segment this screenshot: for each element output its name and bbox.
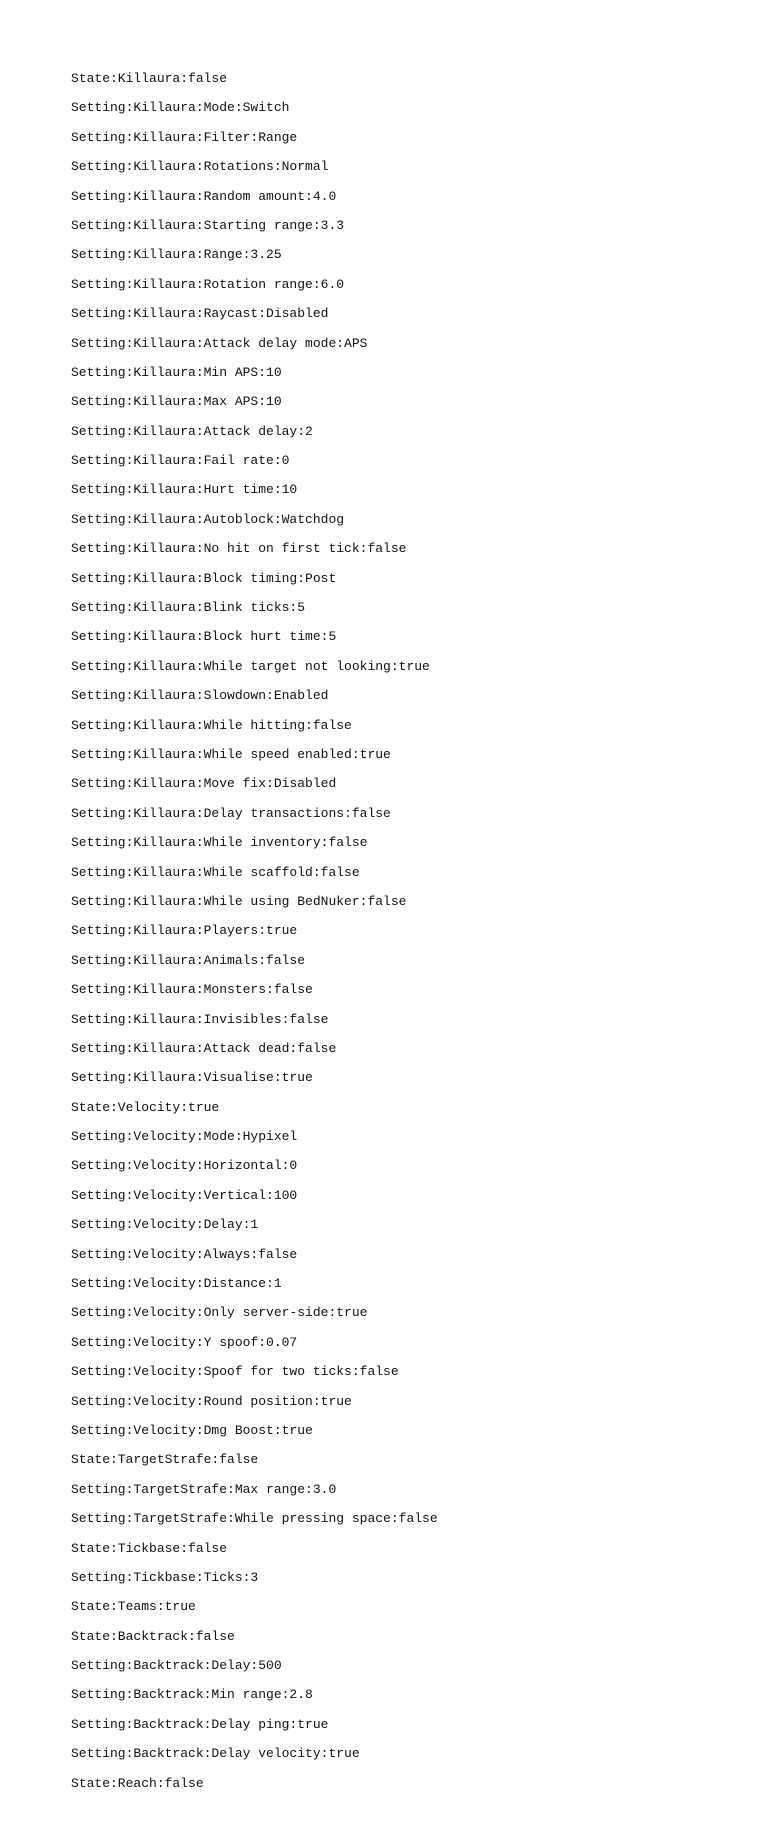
config-line: Setting:Velocity:Mode:Hypixel xyxy=(71,1129,298,1145)
config-line: Setting:Killaura:Starting range:3.3 xyxy=(71,217,345,233)
config-line: Setting:Killaura:While hitting:false xyxy=(71,717,352,733)
config-line: Setting:Killaura:Monsters:false xyxy=(71,982,313,998)
config-line: Setting:Killaura:While using BedNuker:false xyxy=(71,893,407,909)
config-line: State:TargetStrafe:false xyxy=(71,1452,259,1468)
config-line: Setting:Velocity:Delay:1 xyxy=(71,1217,259,1233)
config-line: State:Reach:false xyxy=(71,1775,204,1791)
config-line: Setting:Backtrack:Delay ping:true xyxy=(71,1716,329,1732)
config-line: Setting:Killaura:Rotations:Normal xyxy=(71,159,329,175)
config-line: Setting:Killaura:Attack dead:false xyxy=(71,1040,337,1056)
config-line: Setting:Killaura:Autoblock:Watchdog xyxy=(71,511,345,527)
config-line: Setting:Killaura:Slowdown:Enabled xyxy=(71,688,329,704)
config-line: Setting:TargetStrafe:Max range:3.0 xyxy=(71,1481,337,1497)
config-line: Setting:Tickbase:Ticks:3 xyxy=(71,1569,259,1585)
config-line: Setting:Killaura:Mode:Switch xyxy=(71,100,290,116)
config-line: Setting:Killaura:Block timing:Post xyxy=(71,570,337,586)
config-line: Setting:Killaura:Blink ticks:5 xyxy=(71,600,306,616)
config-line: Setting:Killaura:Max APS:10 xyxy=(71,394,282,410)
config-line: Setting:Killaura:Invisibles:false xyxy=(71,1011,329,1027)
config-line: Setting:Velocity:Vertical:100 xyxy=(71,1187,298,1203)
config-line: Setting:Killaura:Animals:false xyxy=(71,952,306,968)
config-line: Setting:Velocity:Always:false xyxy=(71,1246,298,1262)
config-line: Setting:Backtrack:Delay velocity:true xyxy=(71,1746,360,1762)
config-line: Setting:Killaura:Players:true xyxy=(71,923,298,939)
config-line: Setting:Velocity:Horizontal:0 xyxy=(71,1158,298,1174)
config-line: Setting:Killaura:Fail rate:0 xyxy=(71,453,290,469)
config-line: Setting:Killaura:While speed enabled:true xyxy=(71,746,391,762)
config-line: Setting:Killaura:Rotation range:6.0 xyxy=(71,276,345,292)
config-text-block xyxy=(71,72,438,1821)
config-line: Setting:Killaura:Attack delay mode:APS xyxy=(71,335,368,351)
config-line: Setting:Killaura:Filter:Range xyxy=(71,129,298,145)
config-line: Setting:Killaura:Visualise:true xyxy=(71,1070,313,1086)
config-line: Setting:Killaura:Raycast:Disabled xyxy=(71,306,329,322)
config-line: Setting:Killaura:Min APS:10 xyxy=(71,364,282,380)
config-line: Setting:Killaura:While target not looking:true xyxy=(71,658,430,674)
config-line: Setting:Velocity:Distance:1 xyxy=(71,1276,282,1292)
config-line: Setting:Velocity:Spoof for two ticks:false xyxy=(71,1364,399,1380)
config-line: State:Velocity:true xyxy=(71,1099,220,1115)
config-line: Setting:Velocity:Dmg Boost:true xyxy=(71,1422,313,1438)
config-line: Setting:Killaura:Hurt time:10 xyxy=(71,482,298,498)
config-line: Setting:Killaura:Move fix:Disabled xyxy=(71,776,337,792)
config-line: Setting:Backtrack:Delay:500 xyxy=(71,1658,282,1674)
config-line: Setting:Velocity:Round position:true xyxy=(71,1393,352,1409)
config-line: Setting:Killaura:While inventory:false xyxy=(71,835,368,851)
config-line: Setting:Killaura:Attack delay:2 xyxy=(71,423,313,439)
config-line: Setting:Killaura:No hit on first tick:false xyxy=(71,541,407,557)
config-line: Setting:Backtrack:Min range:2.8 xyxy=(71,1687,313,1703)
config-line: Setting:TargetStrafe:While pressing space:false xyxy=(71,1511,438,1527)
config-line: State:Killaura:false xyxy=(71,71,228,86)
config-line: State:Teams:true xyxy=(71,1599,196,1615)
config-line: Setting:Velocity:Only server-side:true xyxy=(71,1305,368,1321)
config-line: Setting:Killaura:Block hurt time:5 xyxy=(71,629,337,645)
config-line: State:Backtrack:false xyxy=(71,1628,235,1644)
config-line: Setting:Killaura:While scaffold:false xyxy=(71,864,360,880)
config-line: Setting:Killaura:Range:3.25 xyxy=(71,247,282,263)
config-line: State:Tickbase:false xyxy=(71,1540,228,1556)
config-line: Setting:Killaura:Random amount:4.0 xyxy=(71,188,337,204)
config-line: Setting:Velocity:Y spoof:0.07 xyxy=(71,1334,298,1350)
config-line: Setting:Killaura:Delay transactions:false xyxy=(71,805,391,821)
